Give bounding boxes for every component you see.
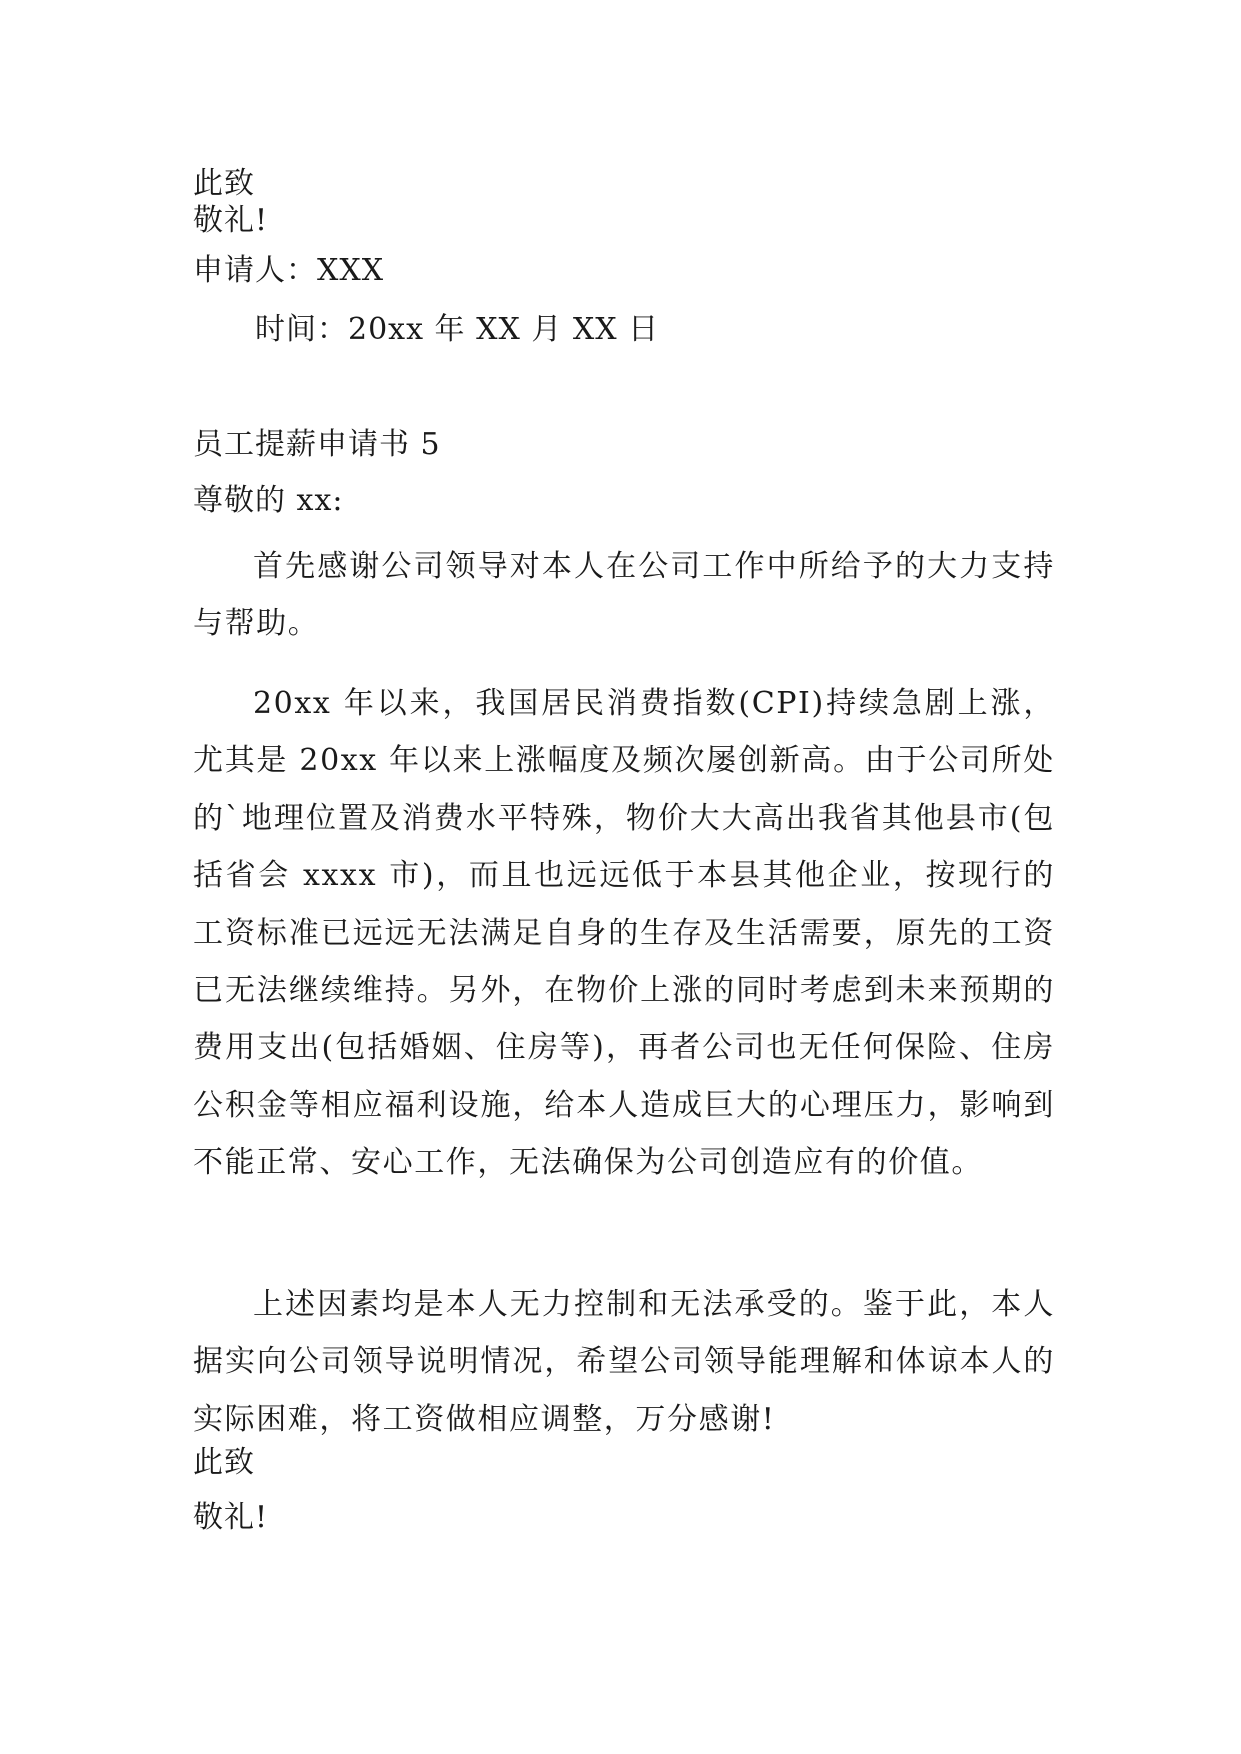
- date-line: 时间：20xx 年 XX 月 XX 日: [255, 312, 660, 347]
- body-paragraph-3: 上述因素均是本人无力控制和无法承受的。鉴于此，本人据实向公司领导说明情况，希望公司领导能理解和体谅本人的实际困难，将工资做相应调整，万分感谢!: [193, 1287, 1055, 1437]
- body-paragraph-2: 20xx 年以来，我国居民消费指数(CPI)持续急剧上涨，尤其是 20xx 年以来上涨幅度及频次屡创新高。由于公司所处的`地理位置及消费水平特殊，物价大大高出我省其他县市(包括省会 xxxx 市)，而且也远远低于本县其他企业，按现行的工资标准已远远无法满足自身的生存及生活需要，原先的工资已无法继续维持。另外，在物价上涨的同时考虑到未来预期的费用支出(包括婚姻、住房等)，再者公司也无任何保险、住房公积金等相应福利设施，给本人造成巨大的心理压力，影响到不能正常、安心工作，无法确保为公司创造应有的价值。: [193, 686, 1055, 1181]
- closing-regards-bottom: 敬礼!: [193, 1500, 269, 1535]
- closing-regards: 敬礼!: [193, 203, 269, 238]
- addressee-line: 尊敬的 xx:: [193, 483, 344, 518]
- closing-salutation-bottom: 此致: [193, 1445, 255, 1480]
- body-paragraph-1: 首先感谢公司领导对本人在公司工作中所给予的大力支持与帮助。: [193, 549, 1055, 642]
- document-title: 员工提薪申请书 5: [193, 427, 441, 462]
- closing-salutation: 此致: [193, 166, 255, 201]
- applicant-line: 申请人：XXX: [193, 253, 385, 288]
